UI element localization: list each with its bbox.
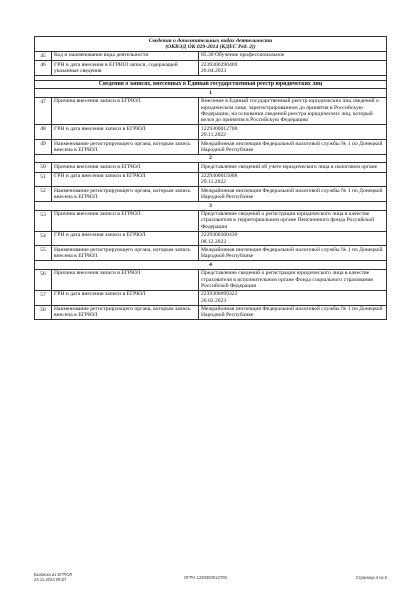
record-group-index: 4 [35,261,387,269]
row-value: Межрайонная инспекция Федеральной налоговой службы № 1 по Донецкой Народной Республике [199,246,387,261]
table-row [35,163,387,172]
table-row [35,97,387,124]
row-label: Наименование регистрирующего органа, которым запись внесена в ЕГРЮЛ [52,305,199,320]
footer-left [34,573,72,583]
row-label: ГРН и дата внесения в ЕГРЮЛ записи, содержащей указанные сведения [52,61,199,76]
footer-timestamp: 24.11.2023 09:57 [34,576,67,582]
row-number: 52 [35,187,52,202]
row-number: 55 [35,246,52,261]
section-additional-classifier: (ОКВЭД ОК 029-2014 (КДЕС Ред. 2)) [165,43,256,50]
table-row [35,210,387,231]
row-number: 47 [35,97,52,124]
record-group-header [35,89,387,97]
row-value: Представление сведений о регистрации юридического лица в качестве страхователя в исполнительном органе Фонда социального страхования Российской Федерации [199,269,387,290]
row-label: ГРН и дата внесения записи в ЕГРЮЛ [52,231,199,246]
row-value: 2229300015008 29.11.2022 [199,172,387,187]
row-value: 2239300099322 20.02.2023 [199,290,387,305]
row-label: Причина внесения записи в ЕГРЮЛ [52,210,199,231]
row-label: Код и наименование вида деятельности [52,51,199,60]
table-row [35,246,387,261]
row-value: Представление сведений об учете юридического лица в налоговом органе [199,163,387,172]
row-number: 49 [35,139,52,154]
table-row [35,305,387,320]
page-footer [34,573,387,585]
record-group-header [35,261,387,269]
table-row [35,187,387,202]
row-value: 1229300012700 29.11.2022 [199,125,387,140]
row-number: 57 [35,290,52,305]
table-row [35,172,387,187]
table-row [35,61,387,76]
row-number: 58 [35,305,52,320]
row-label: Причина внесения записи в ЕГРЮЛ [52,97,199,124]
row-label: Причина внесения записи в ЕГРЮЛ [52,163,199,172]
row-label: Наименование регистрирующего органа, которым запись внесена в ЕГРЮЛ [52,187,199,202]
row-label: Наименование регистрирующего органа, которым запись внесена в ЕГРЮЛ [52,139,199,154]
section-additional-header [35,37,387,52]
footer-page-number: Страница 4 из 6 [355,575,387,580]
row-number: 46 [35,61,52,76]
row-label: Наименование регистрирующего органа, которым запись внесена в ЕГРЮЛ [52,246,199,261]
row-value: Представление сведений о регистрации юридического лица в качестве страхователя в территориальном органе Пенсионного фонда Российской Федерации [199,210,387,231]
egrul-table [34,36,387,320]
row-number: 50 [35,163,52,172]
row-value: Внесение в Единый государственный реестр юридических лиц сведений о юридическом лице, зарегистрированном до принятия в Российскую Федерацию, на основании сведений реестра юридических лиц, который велся до принятия в Российскую Федерацию [199,97,387,124]
row-number: 45 [35,51,52,60]
row-number: 56 [35,269,52,290]
table-row [35,51,387,60]
table-row [35,125,387,140]
section-records-header [35,80,387,88]
row-value: 2239300290469 26.04.2023 [199,61,387,76]
row-value: Межрайонная инспекция Федеральной налоговой службы № 1 по Донецкой Народной Республике [199,187,387,202]
table-row [35,290,387,305]
row-label: Причина внесения записи в ЕГРЮЛ [52,269,199,290]
footer-doc-name: Выписка из ЕГРЮЛ [34,572,72,577]
row-number: 51 [35,172,52,187]
row-label: ГРН и дата внесения записи в ЕГРЮЛ [52,290,199,305]
row-value: 85.30 Обучение профессиональное [199,51,387,60]
footer-ogrn: ОГРН 1229300012700 [184,575,227,580]
section-additional-title: Сведения о дополнительных видах деятельности [148,37,273,44]
row-label: ГРН и дата внесения записи в ЕГРЮЛ [52,125,199,140]
record-group-index: 3 [35,202,387,210]
row-number: 53 [35,210,52,231]
row-number: 48 [35,125,52,140]
document-page [34,36,387,320]
record-group-index: 2 [35,154,387,162]
table-row [35,269,387,290]
row-label: ГРН и дата внесения записи в ЕГРЮЛ [52,172,199,187]
record-group-header [35,154,387,162]
table-row [35,231,387,246]
record-group-header [35,202,387,210]
section-records-title: Сведения о записях, внесенных в Единый государственный реестр юридических лиц [35,80,387,88]
row-value: Межрайонная инспекция Федеральной налоговой службы № 1 по Донецкой Народной Республике [199,305,387,320]
table-row [35,139,387,154]
record-group-index: 1 [35,89,387,97]
row-number: 54 [35,231,52,246]
row-value: Межрайонная инспекция Федеральной налоговой службы № 1 по Донецкой Народной Республике [199,139,387,154]
row-value: 2229300300436 08.12.2022 [199,231,387,246]
